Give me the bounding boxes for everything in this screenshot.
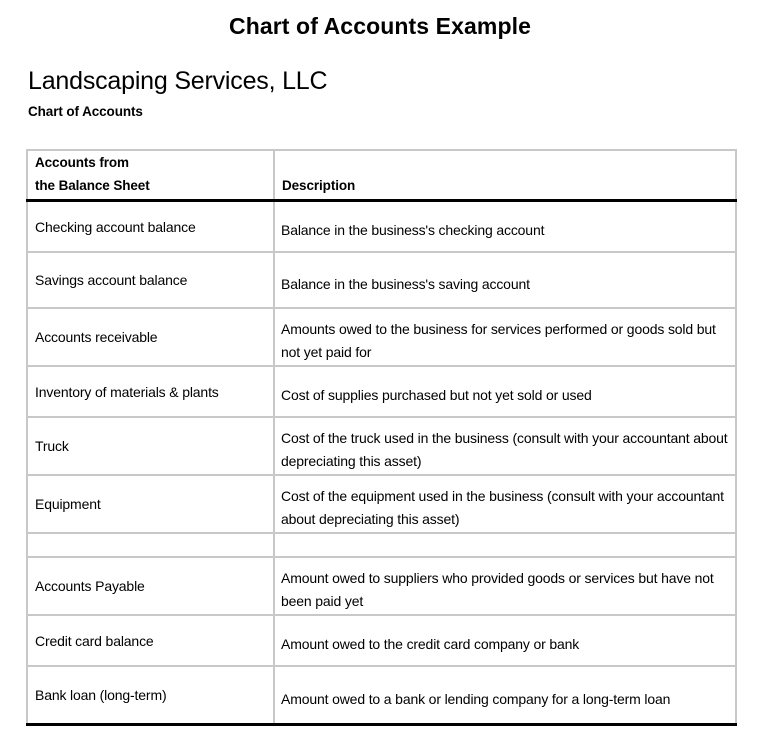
table-row [27, 366, 736, 417]
description-cell [274, 201, 736, 253]
table-row [27, 557, 736, 615]
account-cell [27, 533, 274, 557]
description-cell [274, 666, 736, 725]
description-text: Cost of the truck used in the business (consult with your accountant about depreciating this asset) [281, 430, 728, 469]
account-name: Savings account balance [35, 272, 188, 289]
description-text: Amounts owed to the business for services performed or goods sold but not yet paid for [281, 321, 716, 360]
company-heading-block [0, 41, 760, 120]
table-row [27, 615, 736, 666]
account-cell [27, 201, 274, 253]
account-name: Truck [35, 438, 69, 455]
chart-of-accounts-table-container [26, 149, 735, 726]
table-row [27, 666, 736, 725]
description-text: Amount owed to suppliers who provided goods or services but have not been paid yet [281, 570, 714, 609]
account-cell [27, 366, 274, 417]
table-row [27, 252, 736, 308]
account-name: Accounts receivable [35, 329, 158, 346]
column-header-description [274, 150, 736, 201]
account-name: Credit card balance [35, 632, 154, 649]
description-cell [274, 417, 736, 475]
column-header-account-line1: Accounts from [35, 155, 129, 170]
account-cell [27, 475, 274, 533]
document-subtitle: Chart of Accounts [28, 103, 143, 119]
description-text: Amount owed to a bank or lending company for a long-term loan [281, 690, 671, 707]
chart-of-accounts-table [26, 149, 737, 726]
description-cell [274, 615, 736, 666]
description-text: Cost of the equipment used in the business (consult with your accountant about depreciating this asset) [281, 488, 724, 527]
account-cell [27, 417, 274, 475]
table-row [27, 417, 736, 475]
table-row [27, 201, 736, 253]
account-name: Equipment [35, 496, 101, 513]
description-cell [274, 252, 736, 308]
column-header-description-label: Description [282, 178, 356, 194]
account-name: Bank loan (long-term) [35, 687, 167, 704]
description-text: Amount owed to the credit card company or bank [281, 636, 580, 653]
account-name: Checking account balance [35, 218, 196, 235]
table-header [27, 150, 736, 201]
account-cell [27, 615, 274, 666]
column-header-account [27, 150, 274, 201]
table-row [27, 308, 736, 366]
description-text: Balance in the business's checking account [281, 222, 545, 239]
company-name: Landscaping Services, LLC [28, 66, 328, 95]
description-text [275, 545, 735, 546]
account-cell [27, 557, 274, 615]
account-cell [27, 252, 274, 308]
description-cell [274, 557, 736, 615]
description-cell [274, 533, 736, 557]
description-cell [274, 475, 736, 533]
page-title: Chart of Accounts Example [229, 13, 531, 39]
description-text: Balance in the business's saving account [281, 275, 530, 292]
column-header-account-line2: the Balance Sheet [35, 178, 150, 194]
account-cell [27, 666, 274, 725]
table-row [27, 533, 736, 557]
table-body [27, 201, 736, 725]
description-cell [274, 308, 736, 366]
account-name: Inventory of materials & plants [35, 383, 219, 400]
account-cell [27, 308, 274, 366]
description-cell [274, 366, 736, 417]
account-name [28, 545, 273, 546]
description-text: Cost of supplies purchased but not yet sold or used [281, 387, 592, 404]
table-header-row [27, 150, 736, 201]
account-name: Accounts Payable [35, 578, 145, 595]
table-row [27, 475, 736, 533]
